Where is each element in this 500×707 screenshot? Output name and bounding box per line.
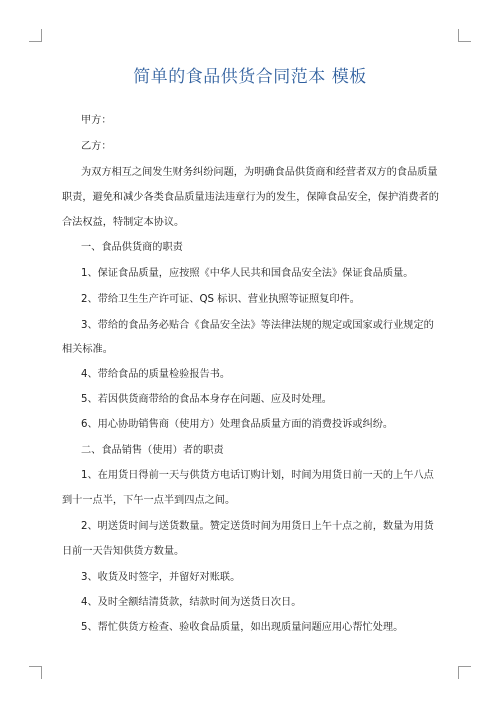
supplier-clause-4: 4、带给食品的质量检验报告书。 [81,369,231,380]
supplier-clause-1: 1、保证食品质量，应按照《中华人民共和国食品安全法》保证食品质量。 [81,268,414,279]
crop-mark-bottom-right [458,666,471,679]
party-b-label: 乙方： [81,141,112,152]
seller-clause-4: 4、及时全额结清货款，结款时间为送货日次日。 [81,597,302,608]
supplier-clause-6: 6、用心协助销售商（使用方）处理食品质量方面的消费投诉或纠纷。 [81,419,394,430]
document-title: 简单的食品供货合同范本 模板 [133,67,367,87]
crop-mark-top-right [458,29,471,42]
supplier-clause-2: 2、带给卫生生产许可证、QS 标识、营业执照等证照复印件。 [81,294,360,305]
section-heading-supplier: 一、食品供货商的职责 [81,242,183,253]
preamble-line-2: 职责，避免和减少各类食品质量违法违章行为的发生，保障食品安全，保护消费者的 [62,192,439,203]
seller-clause-2: 2、明送货时间与送货数量。赞定送货时间为用货日上午十点之前，数量为用货 [81,521,434,532]
seller-clause-1-cont: 到十一点半，下午一点半到四点之间。 [62,495,236,506]
preamble-line-1: 为双方相互之间发生财务纠纷问题，为明确食品供货商和经营者双方的食品质量 [81,167,438,178]
party-a-label: 甲方： [81,115,112,126]
seller-clause-2-cont: 日前一天告知供货方数量。 [62,546,185,557]
preamble-line-3: 合法权益，特制定本协议。 [62,217,185,228]
seller-clause-5: 5、帮忙供货方检查、验收食品质量，如出现质量问题应用心帮忙处理。 [81,622,404,633]
section-heading-seller: 二、食品销售（使用）者的职责 [81,445,224,456]
supplier-clause-5: 5、若因供货商带给的食品本身存在问题、应及时处理。 [81,394,332,405]
crop-mark-top-left [29,29,42,42]
seller-clause-3: 3、收货及时签字，并留好对账联。 [81,572,241,583]
supplier-clause-3-cont: 相关标准。 [62,344,113,355]
seller-clause-1: 1、在用货日得前一天与供货方电话订购计划，时间为用货日前一天的上午八点 [81,470,434,481]
supplier-clause-3: 3、带给的食品务必贴合《食品安全法》等法律法规的规定或国家或行业规定的 [81,320,434,331]
crop-mark-bottom-left [29,666,42,679]
